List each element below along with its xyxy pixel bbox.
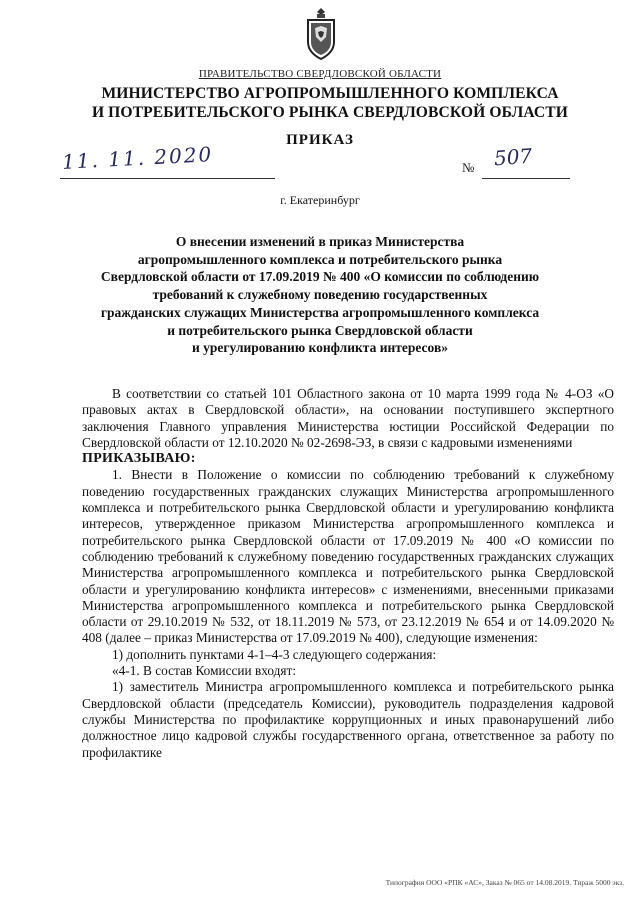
ministry-line-2: И ПОТРЕБИТЕЛЬСКОГО РЫНКА СВЕРДЛОВСКОЙ ОБЛАСТИ: [91, 104, 569, 121]
heading-line: и потребительского рынка Свердловской области: [167, 322, 473, 338]
heading-line: агропромышленного комплекса и потребительского рынка: [137, 251, 503, 267]
subitem-1: 1) дополнить пунктами 4-1–4-3 следующего содержания:: [112, 646, 437, 662]
printer-imprint: Типография ООО «РПК «АС», Заказ № 065 от 14.08.2019. Тираж 5000 экз.: [385, 878, 624, 887]
city: г. Екатеринбург: [280, 193, 360, 207]
heading-line: требований к служебному поведению государственных: [152, 287, 488, 303]
item-1-paragraph: 1. Внести в Положение о комиссии по соблюдению требований к служебному поведению государственных гражданских служащих Министерства агропромышленного комплекса и потребительского рынка Свердловской области и урегулированию конфликта интересов, утвержденное приказом Министерства агропромышленного комплекса и потребительского рынка Свердловской области от 17.09.2019 № 400 «О комиссии по соблюдению требований к служебному поведению государственных гражданских служащих Министерства агропромышленного комплекса и потребительского рынка Свердловской области и урегулированию конфликта интересов» с изменениями, внесенными приказами Министерства агропромышленного комплекса и потребительского рынка Свердловской области от 29.10.2019 № 532, от 18.11.2019 № 573, от 23.12.2019 № 654 и от 14.09.2020 № 408 (далее – приказ Министерства от 17.09.2019 № 400), следующие изменения:: [82, 467, 614, 646]
order-directive: ПРИКАЗЫВАЮ:: [82, 451, 196, 467]
subitem-members: 1) заместитель Министра агропромышленного комплекса и потребительского рынка Свердловской области (председатель Комиссии), руководитель подразделения кадровой службы Министерства по профилактике коррупционных и иных правонарушений либо должностное лицо кадровой службы государственного органа, ответственное за работу по профилактике: [82, 679, 614, 760]
heading-line: О внесении изменений в приказ Министерства: [175, 234, 465, 249]
handwritten-date: 11. 11. 2020: [61, 142, 214, 174]
ministry-name: [60, 84, 600, 122]
order-title: ПРИКАЗ: [286, 132, 354, 148]
heading-line: и урегулированию конфликта интересов»: [192, 340, 448, 356]
heading-line: Свердловской области от 17.09.2019 № 400 «О комиссии по соблюдению: [100, 269, 540, 285]
coat-of-arms-icon: [302, 6, 340, 62]
document-body: [82, 386, 614, 761]
number-label: №: [462, 160, 475, 175]
subitem-4-1: «4-1. В состав Комиссии входят:: [112, 663, 297, 679]
government-line: ПРАВИТЕЛЬСТВО СВЕРДЛОВСКОЙ ОБЛАСТИ: [198, 68, 442, 80]
handwritten-number: 507: [493, 143, 533, 171]
ministry-line-1: МИНИСТЕРСТВО АГРОПРОМЫШЛЕННОГО КОМПЛЕКСА: [101, 85, 559, 102]
preamble-paragraph: В соответствии со статьей 101 Областного закона от 10 марта 1999 года № 4-ОЗ «О правовых актах в Свердловской области», на основании поступившего экспертного заключения Главного управления Министерства юстиции Российской Федерации по Свердловской области от 12.10.2020 № 02-2698-ЭЗ, в связи с кадровыми изменениями: [82, 386, 614, 450]
document-heading: [80, 233, 560, 357]
heading-line: гражданских служащих Министерства агропромышленного комплекса: [100, 304, 540, 320]
